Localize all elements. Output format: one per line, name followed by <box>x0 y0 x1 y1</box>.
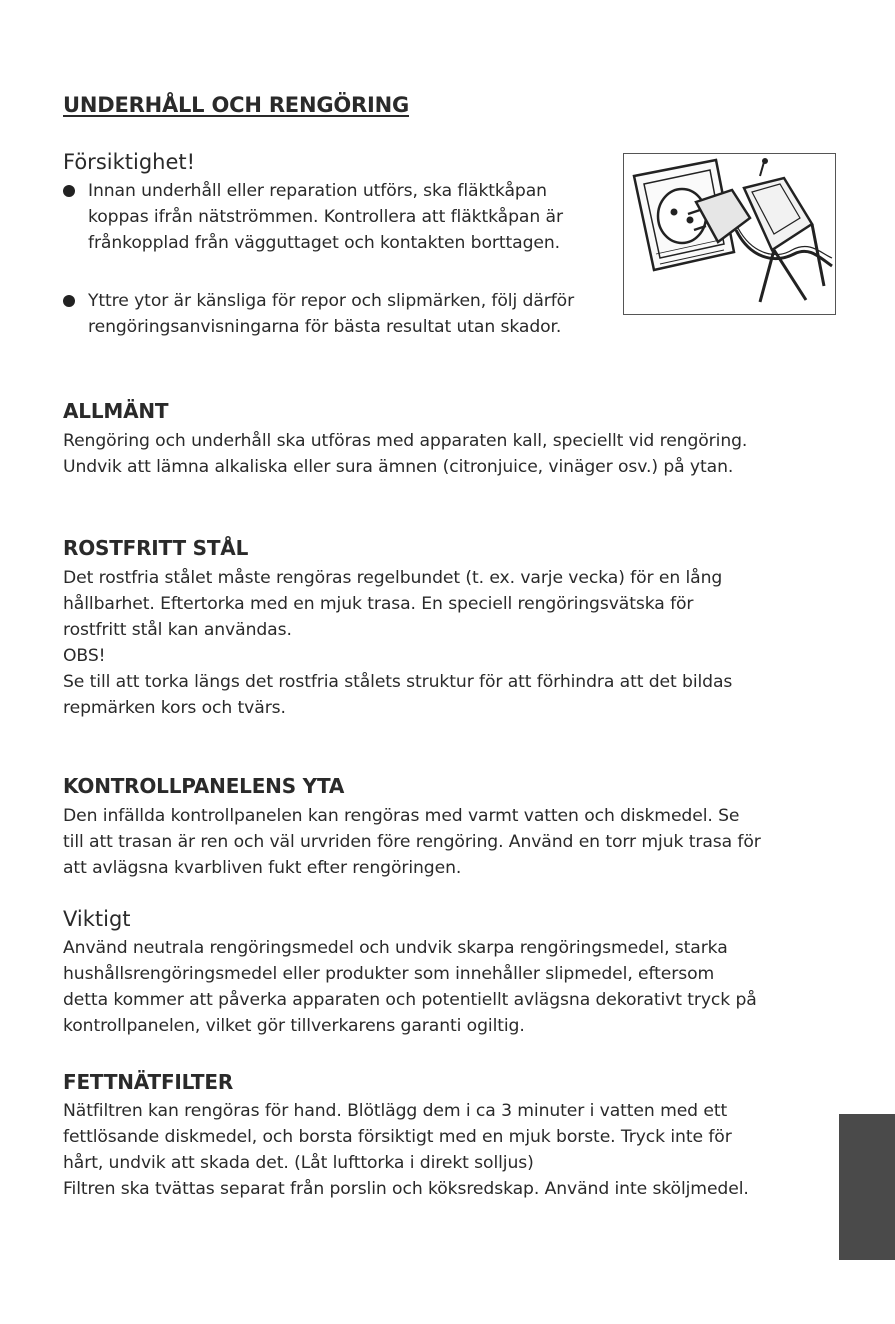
text-line: fettlösande diskmedel, och borsta försiktigt med en mjuk borste. Tryck inte för <box>63 1127 732 1147</box>
text-line: Innan underhåll eller reparation utförs, ska fläktkåpan <box>88 181 547 201</box>
text-line: repmärken kors och tvärs. <box>63 698 286 718</box>
general-heading: ALLMÄNT <box>63 399 169 423</box>
caution-heading: Försiktighet! <box>63 150 196 174</box>
text-line: Använd neutrala rengöringsmedel och undvik skarpa rengöringsmedel, starka <box>63 938 728 958</box>
text-line: Den infällda kontrollpanelen kan rengöras med varmt vatten och diskmedel. Se <box>63 806 740 826</box>
bullet-icon <box>63 185 75 197</box>
important-text <box>63 935 757 1039</box>
language-side-tab <box>839 1114 895 1260</box>
steel-heading: ROSTFRITT STÅL <box>63 536 249 560</box>
text-line: koppas ifrån nätströmmen. Kontrollera att fläktkåpan är <box>88 207 563 227</box>
text-line: Det rostfria stålet måste rengöras regelbundet (t. ex. varje vecka) för en lång <box>63 568 723 588</box>
panel-text <box>63 803 761 881</box>
steel-text <box>63 565 732 721</box>
text-line: kontrollpanelen, vilket gör tillverkarens garanti ogiltig. <box>63 1016 525 1036</box>
text-line: hårt, undvik att skada det. (Låt lufttorka i direkt solljus) <box>63 1153 534 1173</box>
bullet-icon <box>63 295 75 307</box>
filter-heading: FETTNÄTFILTER <box>63 1070 234 1094</box>
text-line: Se till att torka längs det rostfria stålets struktur för att förhindra att det bildas <box>63 672 733 692</box>
text-line: Yttre ytor är känsliga för repor och slipmärken, följ därför <box>88 291 575 311</box>
text-line: Filtren ska tvättas separat från porslin och köksredskap. Använd inte sköljmedel. <box>63 1179 749 1199</box>
general-text <box>63 428 747 480</box>
page-title: UNDERHÅLL OCH RENGÖRING <box>63 93 410 117</box>
caution-bullet-2 <box>88 288 616 340</box>
filter-text <box>63 1098 749 1202</box>
text-line: att avlägsna kvarbliven fukt efter rengöringen. <box>63 858 462 878</box>
text-line: Rengöring och underhåll ska utföras med apparaten kall, speciellt vid rengöring. <box>63 431 748 451</box>
text-line: hushållsrengöringsmedel eller produkter som innehåller slipmedel, eftersom <box>63 964 715 984</box>
text-line: rengöringsanvisningarna för bästa resultat utan skador. <box>88 317 562 337</box>
unplug-appliance-icon <box>624 154 834 313</box>
text-line: hållbarhet. Eftertorka med en mjuk trasa. En speciell rengöringsvätska för <box>63 594 694 614</box>
panel-heading: KONTROLLPANELENS YTA <box>63 774 345 798</box>
text-line: rostfritt stål kan användas. <box>63 620 292 640</box>
unplug-illustration <box>623 153 836 315</box>
text-line: Nätfiltren kan rengöras för hand. Blötlägg dem i ca 3 minuter i vatten med ett <box>63 1101 728 1121</box>
text-line: frånkopplad från vägguttaget och kontakten borttagen. <box>88 233 561 253</box>
note-label: OBS! <box>63 646 106 666</box>
text-line: detta kommer att påverka apparaten och potentiellt avlägsna dekorativt tryck på <box>63 990 757 1010</box>
caution-bullet-1 <box>88 178 616 256</box>
text-line: till att trasan är ren och väl urvriden före rengöring. Använd en torr mjuk trasa för <box>63 832 761 852</box>
text-line: Undvik att lämna alkaliska eller sura ämnen (citronjuice, vinäger osv.) på ytan. <box>63 457 734 477</box>
important-heading: Viktigt <box>63 907 131 931</box>
